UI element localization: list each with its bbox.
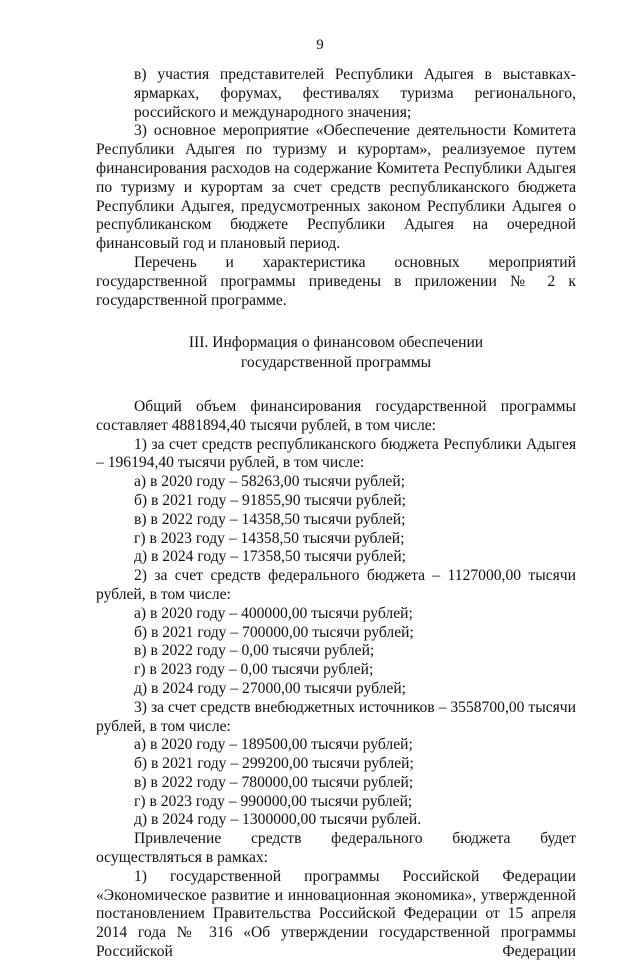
paragraph-regional-budget: 1) за счет средств республиканского бюджета Республики Адыгея – 196194,40 тысячи рублей, в том числе: <box>96 435 576 472</box>
list-item: д) в 2024 году – 17358,50 тысячи рублей; <box>134 548 407 566</box>
section-heading-line-2: государственной программы <box>240 354 432 372</box>
list-item: г) в 2023 году – 0,00 тысячи рублей; <box>134 661 374 679</box>
list-item: г) в 2023 году – 990000,00 тысячи рублей; <box>134 792 413 810</box>
paragraph-total-funding: Общий объем финансирования государственной программы составляет 4881894,40 тысячи рублей, в том числе: <box>96 397 576 434</box>
list-item: в) в 2022 году – 14358,50 тысячи рублей; <box>134 510 406 528</box>
list-item: д) в 2024 году – 1300000,00 тысячи рублей. <box>134 811 422 829</box>
list-item: д) в 2024 году – 27000,00 тысячи рублей; <box>134 679 407 697</box>
paragraph-state-program: 1) государственной программы Российской Федерации «Экономическое развитие и инновационная экономика», утвержденной постановлением Правительства Российской Федерации от 15 апреля 2014 года № 316 «Об утверждении государственной программы Российской Федерации <box>96 867 576 961</box>
list-item: в) в 2022 году – 0,00 тысячи рублей; <box>134 642 375 660</box>
list-item: б) в 2021 году – 299200,00 тысячи рублей; <box>134 755 414 773</box>
list-item: а) в 2020 году – 58263,00 тысячи рублей; <box>134 473 405 491</box>
list-item: б) в 2021 году – 91855,90 тысячи рублей; <box>134 491 407 509</box>
paragraph-extrabudgetary: 3) за счет средств внебюджетных источников – 3558700,00 тысячи рублей, в том числе: <box>96 698 576 735</box>
paragraph-federal-attraction: Привлечение средств федерального бюджета будет осуществляться в рамках: <box>96 830 576 867</box>
paragraph-activities-list: Перечень и характеристика основных мероприятий государственной программы приведены в приложении № 2 к государственной программе. <box>96 253 576 309</box>
list-item: б) в 2021 году – 700000,00 тысячи рублей; <box>134 623 414 641</box>
page-number: 9 <box>316 37 324 53</box>
document-body <box>96 66 576 962</box>
paragraph-federal-budget: 2) за счет средств федерального бюджета – 1127000,00 тысячи рублей, в том числе: <box>96 567 576 603</box>
paragraph-main-activity: 3) основное мероприятие «Обеспечение деятельности Комитета Республики Адыгея по туризму и курортам», реализуемое путем финансирования расходов на содержание Комитета Республики Адыгея по туризму и курортам за счет средств республиканского бюджета Республики Адыгея, предусмотренных законом Республики Адыгея о республиканском бюджете Республики Адыгея на очередной финансовый год и плановый период. <box>96 122 576 253</box>
list-item: а) в 2020 году – 400000,00 тысячи рублей; <box>134 604 413 622</box>
list-item: в) в 2022 году – 780000,00 тысячи рублей; <box>134 773 414 791</box>
section-heading-line-1: III. Информация о финансовом обеспечении <box>188 334 484 352</box>
paragraph-exhibitions: в) участия представителей Республики Адыгея в выставках-ярмарках, форумах, фестивалях туризма регионального, российского и международного значения; <box>134 66 576 121</box>
list-item: а) в 2020 году – 189500,00 тысячи рублей; <box>134 736 413 754</box>
list-item: г) в 2023 году – 14358,50 тысячи рублей; <box>134 529 405 547</box>
